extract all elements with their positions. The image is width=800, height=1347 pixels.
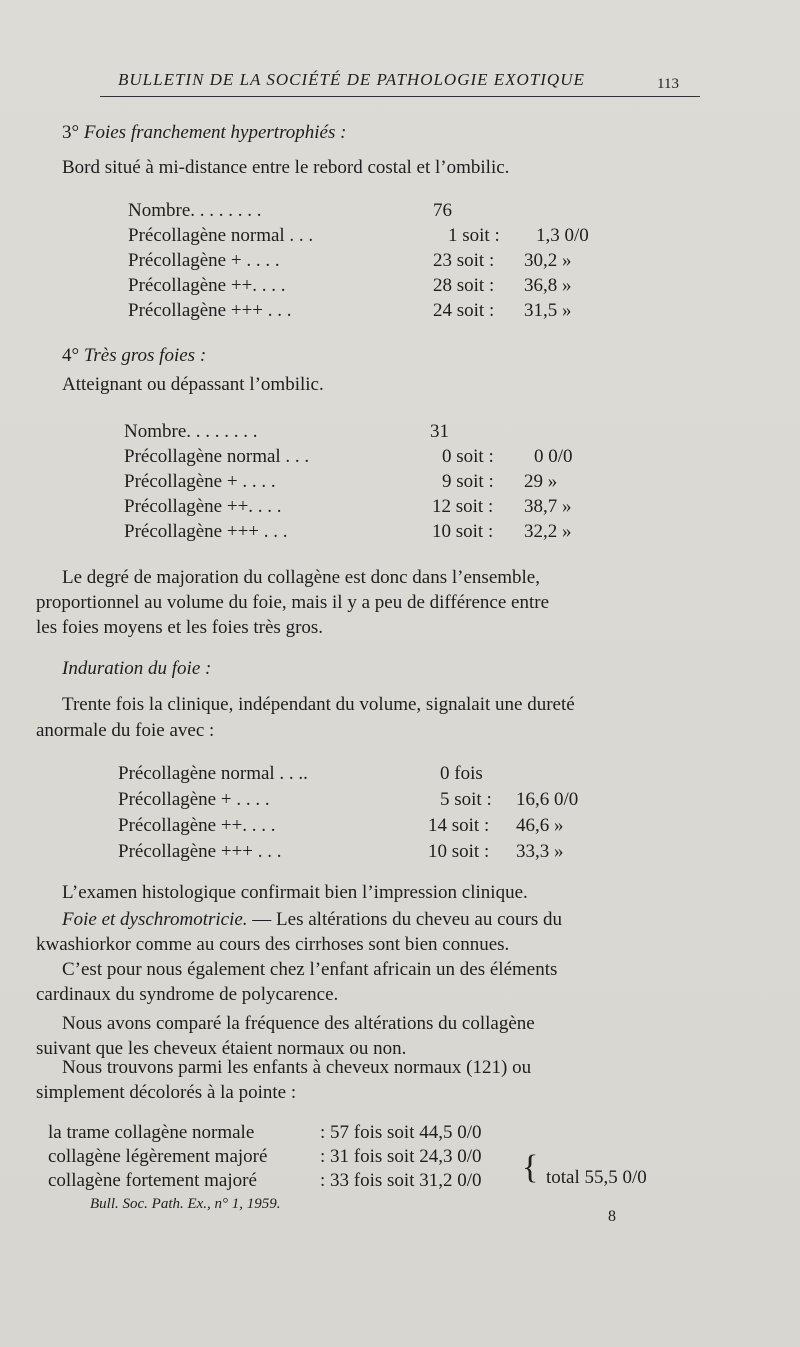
paragraph-line: kwashiorkor comme au cours des cirrhoses sont bien connues. xyxy=(36,934,510,955)
section4-description: Atteignant ou dépassant l’ombilic. xyxy=(62,374,324,395)
hair-collagen-table: la trame collagène normale : 57 fois soit 44,5 0/0 collagène légèrement majoré : 31 fois soit 24,3 0/0 collagène fortement majoré : 33 fois soit 31,2 0/0 xyxy=(48,1122,482,1191)
paragraph-line: Foie et dyschromotricie. — Les altérations du cheveu au cours du xyxy=(62,909,563,930)
paragraph-line: C’est pour nous également chez l’enfant africain un des éléments xyxy=(62,959,558,980)
paragraph-line: anormale du foie avec : xyxy=(36,720,215,741)
paragraph-line: Trente fois la clinique, indépendant du volume, signalait une dureté xyxy=(62,694,575,715)
section4-heading: 4° Très gros foies : xyxy=(62,345,207,366)
paragraph-line: cardinaux du syndrome de polycarence. xyxy=(36,984,339,1005)
paragraph-line: L’examen histologique confirmait bien l’impression clinique. xyxy=(62,882,528,903)
section3-table: Nombre. . . . . . . . 76 Précollagène normal . . . 1 soit : 1,3 0/0 Précollagène + . . . . 23 soit : 30,2 » Précollagène ++. . . . 28 soit : 36,8 » Précollagène +++ . . . 24 soit : 31,5 » xyxy=(128,200,589,321)
curly-brace-glyph: { xyxy=(522,1149,539,1186)
paragraph-line: les foies moyens et les foies très gros. xyxy=(36,617,324,638)
paragraph-line: Nous trouvons parmi les enfants à cheveux normaux (121) ou xyxy=(62,1057,532,1078)
page-number: 113 xyxy=(657,76,679,92)
section4-table: Nombre. . . . . . . . 31 Précollagène normal . . . 0 soit : 0 0/0 Précollagène + . . . . 9 soit : 29 » Précollagène ++. . . . 12 soit : 38,7 » Précollagène +++ . . . 10 soit : 32,2 » xyxy=(124,421,573,542)
paragraph-line: proportionnel au volume du foie, mais il y a peu de différence entre xyxy=(36,592,549,613)
induration-table: Précollagène normal . . .. 0 fois Précollagène + . . . . 5 soit : 16,6 0/0 Précollagène ++. . . . 14 soit : 46,6 » Précollagène +++ . . . 10 soit : 33,3 » xyxy=(118,763,579,862)
journal-header: BULLETIN DE LA SOCIÉTÉ DE PATHOLOGIE EXOTIQUE xyxy=(118,70,585,89)
section3-heading: 3° Foies franchement hypertrophiés : xyxy=(62,122,347,143)
paragraph-line: simplement décolorés à la pointe : xyxy=(36,1082,297,1103)
section3-description: Bord situé à mi-distance entre le rebord costal et l’ombilic. xyxy=(62,157,510,178)
paragraph-line: Nous avons comparé la fréquence des altérations du collagène xyxy=(62,1013,535,1034)
total-label: total 55,5 0/0 xyxy=(546,1167,647,1188)
citation-footer: Bull. Soc. Path. Ex., n° 1, 1959. xyxy=(90,1196,281,1212)
induration-heading: Induration du foie : xyxy=(62,658,212,679)
header-rule xyxy=(100,96,700,97)
paragraph-line: suivant que les cheveux étaient normaux ou non. xyxy=(36,1038,407,1059)
signature-mark: 8 xyxy=(608,1208,616,1225)
paragraph-line: Le degré de majoration du collagène est donc dans l’ensemble, xyxy=(62,567,540,588)
